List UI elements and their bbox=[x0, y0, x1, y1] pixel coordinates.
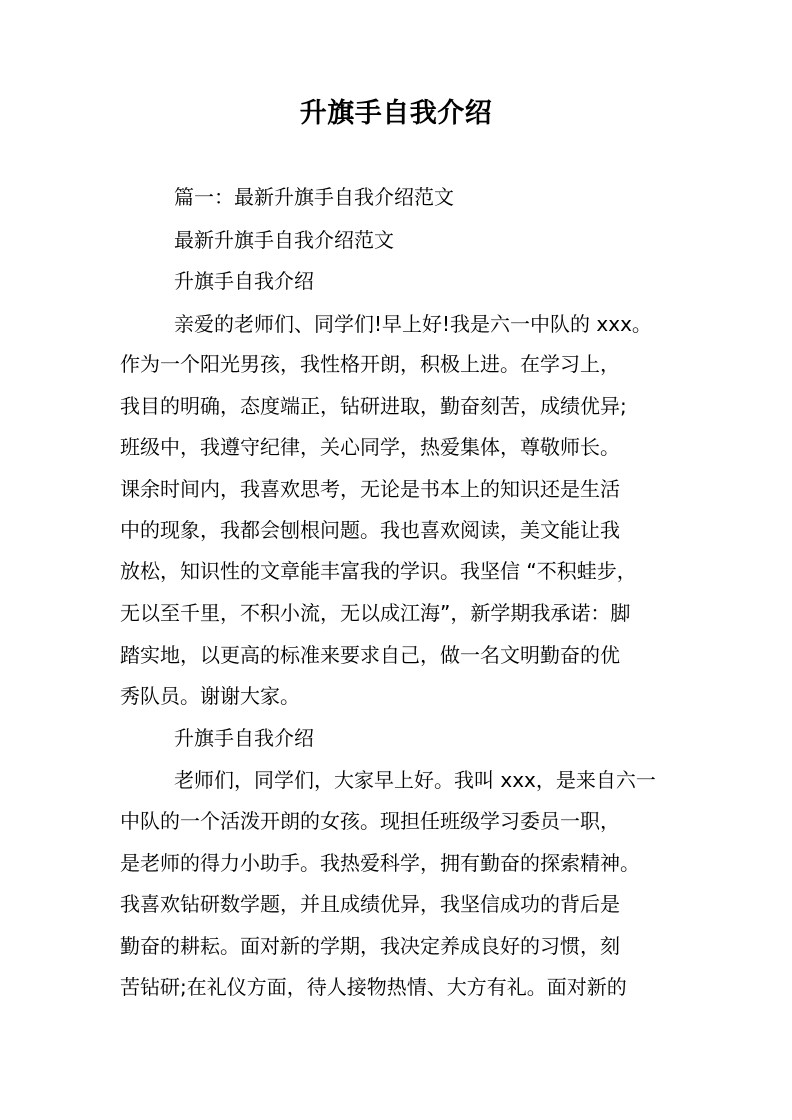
paragraph-line: 踏实地，以更高的标准来要求自己，做一名文明勤奋的优 bbox=[120, 643, 620, 667]
subheading: 升旗手自我介绍 bbox=[174, 269, 314, 293]
subheading: 升旗手自我介绍 bbox=[174, 726, 314, 750]
paragraph-line: 苦钻研;在礼仪方面，待人接物热情、大方有礼。面对新的 bbox=[120, 975, 627, 999]
paragraph-line: 是老师的得力小助手。我热爱科学，拥有勤奋的探索精神。 bbox=[120, 851, 640, 875]
section-heading: 篇一：最新升旗手自我介绍范文 bbox=[174, 185, 454, 209]
paragraph-line: 无以至千里，不积小流，无以成江海”，新学期我承诺：脚 bbox=[120, 601, 631, 625]
subheading: 最新升旗手自我介绍范文 bbox=[174, 228, 394, 252]
paragraph-line: 放松，知识性的文章能丰富我的学识。我坚信 “不积蛙步， bbox=[120, 559, 637, 583]
document-title: 升旗手自我介绍 bbox=[299, 98, 493, 129]
paragraph-line: 作为一个阳光男孩，我性格开朗，积极上进。在学习上， bbox=[120, 352, 620, 376]
paragraph-line: 秀队员。谢谢大家。 bbox=[120, 684, 300, 708]
paragraph-line: 班级中，我遵守纪律，关心同学，热爱集体，尊敬师长。 bbox=[120, 435, 620, 459]
paragraph-line: 勤奋的耕耘。面对新的学期，我决定养成良好的习惯，刻 bbox=[120, 934, 620, 958]
paragraph-line: 我目的明确，态度端正，钻研进取，勤奋刻苦，成绩优异; bbox=[120, 394, 627, 418]
paragraph-line: 我喜欢钻研数学题，并且成绩优异，我坚信成功的背后是 bbox=[120, 892, 620, 916]
paragraph-line: 中队的一个活泼开朗的女孩。现担任班级学习委员一职， bbox=[120, 809, 620, 833]
paragraph-line: 课余时间内，我喜欢思考，无论是书本上的知识还是生活 bbox=[120, 477, 620, 501]
paragraph-line: 老师们，同学们，大家早上好。我叫 xxx，是来自六一 bbox=[174, 768, 656, 792]
paragraph-line: 中的现象，我都会刨根问题。我也喜欢阅读，美文能让我 bbox=[120, 518, 620, 542]
paragraph-line: 亲爱的老师们、同学们!早上好!我是六一中队的 xxx。 bbox=[174, 312, 652, 336]
